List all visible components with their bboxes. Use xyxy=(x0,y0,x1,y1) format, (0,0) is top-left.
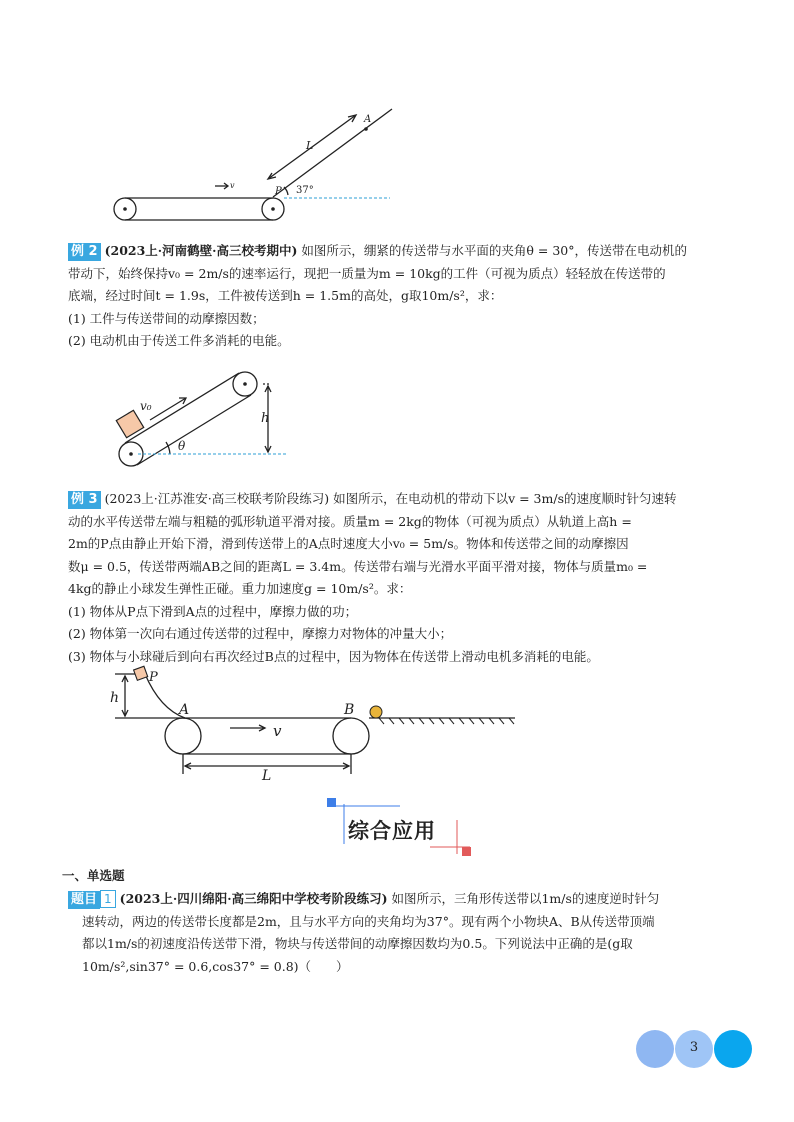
example-source: (2023上·江苏淮安·高三校联考阶段练习) xyxy=(104,491,330,506)
question-part-2: (2) 电动机由于传送工件多消耗的电能。 xyxy=(68,333,290,348)
label-h: h xyxy=(261,411,270,426)
question-text-line: 速转动，两边的传送带长度都是2m，且与水平方向的夹角均为37°。现有两个小物块A、B从传送带顶端 xyxy=(82,913,655,929)
question-tag: 题目 xyxy=(68,891,100,909)
figure-belt-with-block xyxy=(108,362,298,474)
label-v0: v₀ xyxy=(140,399,152,413)
question-text-line: 都以1m/s的初速度沿传送带下滑，物块与传送带间的动摩擦因数均为0.5。下列说法中正确的是(g取 xyxy=(82,936,633,951)
label-v: v xyxy=(273,722,282,740)
label-a: A xyxy=(179,702,190,718)
example-text-line: 2m的P点由静止开始下滑，滑到传送带上的A点时速度大小v₀ = 5m/s。物体和传送带之间的动摩擦因 xyxy=(68,536,629,551)
example-tag: 例 2 xyxy=(68,243,101,261)
figure-arc-track-belt xyxy=(105,664,520,784)
theta-arc xyxy=(166,442,170,454)
label-p: P xyxy=(149,670,158,685)
question-source: (2023上·四川绵阳·高三绵阳中学校考阶段练习) xyxy=(119,891,388,906)
example-3: 例 3 (2023上·江苏淮安·高三校联考阶段练习) 如图所示，在电动机的带动下以v = 3m/s的速度顺时针匀速转 动的水平传送带左端与粗糙的弧形轨道平滑对接。质量m = 2kg的物体（可视为质点）从轨道上高h = 2m的P点由静止开始下滑，滑到传送带上的A点时速度大小v₀ = 5m/s。物体和传送带之间的动摩擦因 数μ = 0.5，传送带两端AB之间的距离L = 3.4m。传送带右端与光滑水平面平滑对接，物体与质量m₀ = 4kg的静止小球发生弹性正碰。重力加速度g = 10m/s²。求： (1) 物体从P点下滑到A点的过程中，摩擦力做的功； (2) 物体第一次向右通过传送带的过程中，摩擦力对物体的冲量大小； (3) 物体与小球碰后到向右再次经过B点的过程中，因为物体在传送带上滑动电机多消耗的电能。 xyxy=(68,488,730,668)
label-h: h xyxy=(110,690,120,706)
page-number: 3 xyxy=(689,1040,699,1055)
page-number-badge xyxy=(636,1030,752,1068)
label-l: L xyxy=(262,768,272,784)
label-p: P xyxy=(275,186,282,197)
section-title: 综合应用 xyxy=(348,819,436,843)
example-source: (2023上·河南鹤壁·高三校考期中) xyxy=(104,243,298,258)
question-number: 1 xyxy=(100,890,116,908)
pulley-a xyxy=(165,718,201,754)
label-theta: θ xyxy=(178,439,186,453)
example-text-line: 动的水平传送带左端与粗糙的弧形轨道平滑对接。质量m = 2kg的物体（可视为质点）从轨道上高h = xyxy=(68,513,632,529)
ball xyxy=(370,706,382,718)
question-1: 题目 1 (2023上·四川绵阳·高三绵阳中学校考阶段练习) 如图所示，三角形传送带以1m/s的速度逆时针匀 速转动，两边的传送带长度都是2m，且与水平方向的夹角均为37°。现有两个小物块A、B从传送带顶端 都以1m/s的初速度沿传送带下滑，物块与传送带间的动摩擦因数均为0.5。下列说法中正确的是(g取 10m/s²,sin37° = 0.6,cos37° = 0.8)（ ） xyxy=(68,888,730,978)
example-text-line: 4kg的静止小球发生弹性正碰。重力加速度g = 10m/s²。求： xyxy=(68,581,412,596)
label-angle: 37° xyxy=(296,185,314,196)
question-part-1: (1) 物体从P点下滑到A点的过程中，摩擦力做的功； xyxy=(68,603,358,619)
label-b: B xyxy=(344,702,355,718)
example-tag: 例 3 xyxy=(68,491,101,509)
example-2: 例 2 (2023上·河南鹤壁·高三校考期中) 如图所示，绷紧的传送带与水平面的夹角θ = 30°，传送带在电动机的 带动下，始终保持v₀ = 2m/s的速率运行，现把一质量为m = 10kg的工件（可视为质点）轻轻放在传送带的 底端，经过时间t = 1.9s，工件被传送到h = 1.5m的高处，g取10m/s²，求： (1) 工件与传送带间的动摩擦因数； (2) 电动机由于传送工件多消耗的电能。 xyxy=(68,240,730,353)
point-a xyxy=(364,127,368,131)
example-text-line: 底端，经过时间t = 1.9s，工件被传送到h = 1.5m的高处，g取10m/s²，求： xyxy=(68,288,503,303)
example-text-line: 数μ = 0.5，传送带两端AB之间的距离L = 3.4m。传送带右端与光滑水平面平滑对接，物体与质量m₀ = xyxy=(68,558,648,574)
question-part-2: (2) 物体第一次向右通过传送带的过程中，摩擦力对物体的冲量大小； xyxy=(68,626,453,641)
pulley-b xyxy=(333,718,369,754)
label-a: A xyxy=(364,114,372,125)
incline-line xyxy=(273,109,392,197)
single-choice-heading: 一、单选题 xyxy=(62,868,125,883)
angle-arc xyxy=(284,187,288,195)
example-text-line: 带动下，始终保持v₀ = 2m/s的速率运行，现把一质量为m = 10kg的工件（可视为质点）轻轻放在传送带的 xyxy=(68,265,666,281)
question-part-1: (1) 工件与传送带间的动摩擦因数； xyxy=(68,310,265,326)
question-part-3: (3) 物体与小球碰后到向右再次经过B点的过程中，因为物体在传送带上滑动电机多消耗的电能。 xyxy=(68,648,599,664)
label-l: L xyxy=(306,139,314,152)
label-v: v xyxy=(230,181,235,190)
circle-decoration xyxy=(636,1030,674,1068)
figure-belt-incline xyxy=(100,104,400,229)
circle-decoration xyxy=(714,1030,752,1068)
question-text-line: 10m/s²,sin37° = 0.6,cos37° = 0.8)（ ） xyxy=(82,958,349,974)
block xyxy=(134,666,148,680)
